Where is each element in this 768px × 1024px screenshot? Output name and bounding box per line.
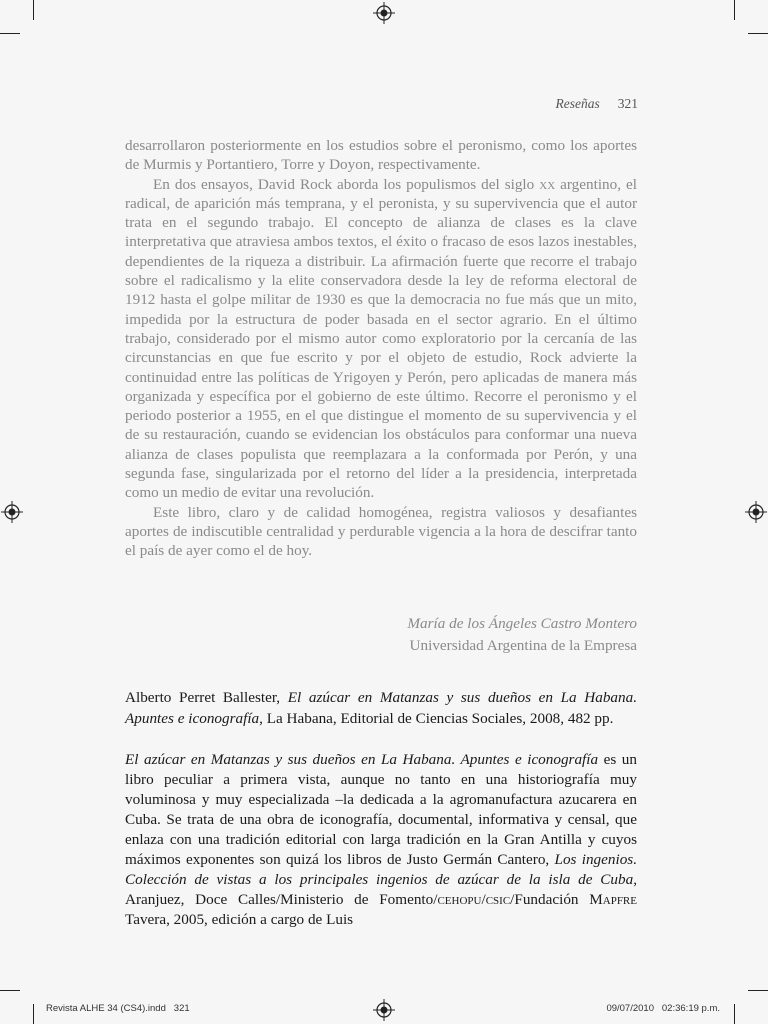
- review-author: María de los Ángeles Castro Montero: [407, 615, 637, 632]
- slug-date: 09/07/2010 02:36:19 p.m.: [606, 1003, 720, 1014]
- review-affiliation: Universidad Argentina de la Empresa: [409, 637, 637, 654]
- registration-mark-left-icon: [1, 501, 23, 523]
- book-title: El azúcar en Matanzas y sus dueños en La Habana. Apuntes e iconografía: [125, 689, 637, 727]
- slug-filename: Revista ALHE 34 (CS4).indd 321: [46, 1003, 190, 1014]
- crop-mark-bottom-left-h: [0, 990, 20, 991]
- review-1-paragraph-2: Este libro, claro y de calidad homogénea, registra valiosos y desafiantes aportes de indiscutible centralidad y perdurable vigencia a la hora de descifrar tanto el país de ayer como el de hoy.: [125, 503, 637, 560]
- review-2-paragraph-0: El azúcar en Matanzas y sus dueños en La Habana. Apuntes e iconografía es un libro peculiar a primera vista, aunque no tanto en una historiografía muy voluminosa y muy especializada –la dedicada a la agromanufactura azucarera en Cuba. Se trata de una obra de iconografía, documental, informativa y censal, que enlaza con una tradición editorial con larga tradición en la Gran Antilla y cuyos máximos exponentes son quizá los libros de Justo Germán Cantero, Los ingenios. Colección de vistas a los principales ingenios de azúcar de la isla de Cuba, Aranjuez, Doce Calles/Ministerio de Fomento/cehopu/csic/Fundación Mapfre Tavera, 2005, edición a cargo de Luis: [125, 751, 637, 928]
- crop-mark-bottom-right-v: [734, 1004, 735, 1024]
- review-2-body: [125, 750, 637, 930]
- review-2-citation: [125, 688, 637, 729]
- review-1-signature: [407, 613, 637, 657]
- crop-mark-top-right-h: [748, 33, 768, 34]
- section-title: Reseñas: [555, 96, 600, 111]
- review-1-body: [125, 136, 637, 561]
- crop-mark-top-right-v: [734, 0, 735, 20]
- review-1-paragraph-1: En dos ensayos, David Rock aborda los populismos del siglo xx argentino, el radical, de aparición más temprana, y el peronista, y su supervivencia que el autor trata en el segundo trabajo. El concepto de alianza de clases es la clave interpretativa que atraviesa ambos textos, el éxito o fracaso de esos lazos inestables, dependientes de la riqueza a distribuir. La afirmación fuerte que recorre el trabajo sobre el radicalismo y la elite conservadora desde la ley de reforma electoral de 1912 hasta el golpe militar de 1930 es que la democracia no fue más que un mito, impedida por la estructura de poder basada en el sector agrario. En el último trabajo, considerado por el mismo autor como exploratorio por la cercanía de las circunstancias en que fue escrito y por el objeto de estudio, Rock advierte la continuidad entre las políticas de Yrigoyen y Perón, pero aplicadas de manera más organizada y específica por el gobierno de este último. Recorre el peronismo y el periodo posterior a 1955, en el que distingue el momento de su supervivencia y el de su restauración, cuando se evidencian los obstáculos para conformar una nueva alianza de clases populista que reemplazara a la conformada por Perón, y una segunda fase, singularizada por el retorno del líder a la presidencia, interpretada como un medio de evitar una revolución.: [125, 175, 638, 502]
- book-citation: Alberto Perret Ballester, El azúcar en Matanzas y sus dueños en La Habana. Apuntes e iconografía, La Habana, Editorial de Ciencias Sociales, 2008, 482 pp.: [125, 689, 637, 727]
- crop-mark-bottom-left-v: [33, 1004, 34, 1024]
- running-header: [556, 96, 639, 112]
- page-number: 321: [617, 96, 638, 111]
- century-numeral: xx: [539, 175, 556, 193]
- registration-mark-right-icon: [745, 501, 767, 523]
- registration-mark-top-icon: [373, 2, 395, 24]
- crop-mark-top-left-v: [33, 0, 34, 20]
- review-1-paragraph-0: desarrollaron posteriormente en los estudios sobre el peronismo, como los aportes de Murmis y Portantiero, Torre y Doyon, respectivamente.: [125, 137, 637, 174]
- registration-mark-bottom-icon: [373, 999, 395, 1021]
- crop-mark-bottom-right-h: [748, 990, 768, 991]
- crop-mark-top-left-h: [0, 33, 20, 34]
